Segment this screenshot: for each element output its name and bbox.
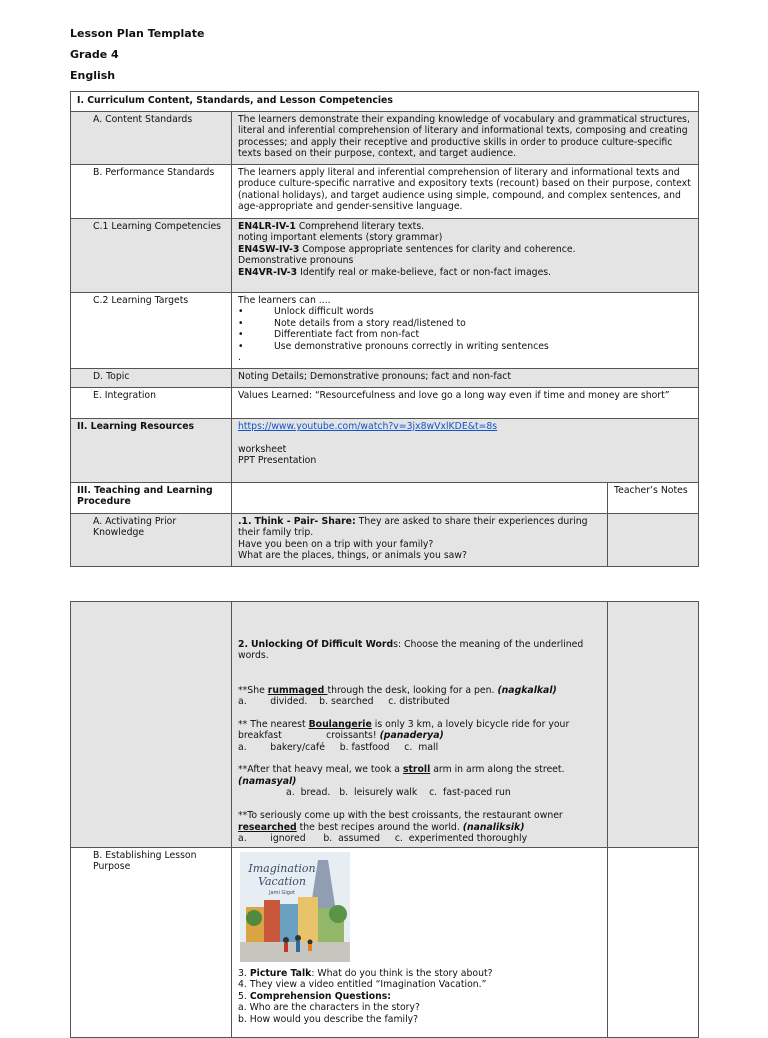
activating-label: A. Activating Prior Knowledge [71,514,232,567]
establishing-purpose-label: B. Establishing Lesson Purpose [71,848,232,1038]
learning-resources-list: https://www.youtube.com/watch?v=3jx8wVxlKDE&t=8s worksheet PPT Presentation [232,419,699,483]
performance-standards-text: The learners apply literal and inferential comprehension of literary and informational texts and produce culture-specific narrative and expository texts (recount) based on their purpose, context (national holidays), and target audience using simple, compound, and complex sentences, and age-appropriate and gender-sensitive language. [232,165,699,219]
content-standards-text: The learners demonstrate their expanding knowledge of vocabulary and grammatical structures, literal and inferential comprehension of literary and informational texts, composing and creating processes; and apply their receptive and productive skills in order to produce culture-specific texts based on their purpose, context, and target audience. [232,112,699,165]
topic-text: Noting Details; Demonstrative pronouns; fact and non-fact [232,369,699,388]
integration-text: Values Learned: “Resourcefulness and love go a long way even if time and money are short” [232,388,699,419]
book-author: Jami Gigot [269,890,295,896]
competencies-list: EN4LR-IV-1 Comprehend literary texts. noting important elements (story grammar) EN4SW-IV-3 Compose appropriate sentences for clarity and coherence. Demonstrative pronouns EN4VR-IV-3 Identify real or make-believe, fact or non-fact images. [232,219,699,293]
establishing-purpose-cell: Imagination Vacation Jami Gigot 3. Picture Talk: What do you think is the story about? 4. They view a video entitled “Imagination Vacation.” 5. Comprehension Questions: a. Who are the characters in the story? b. How would you describe the family? [232,848,608,1038]
document-title: Lesson Plan Template [70,27,205,40]
list-item: • Note details from a story read/listened to [238,318,692,329]
teachers-notes-heading: Teacher’s Notes [608,483,699,514]
lesson-plan-table-1 [70,91,699,567]
competencies-label: C.1 Learning Competencies [71,219,232,293]
learning-targets-label: C.2 Learning Targets [71,293,232,369]
unlocking-words-cell: 2. Unlocking Of Difficult Words: Choose the meaning of the underlined words. **She rummaged through the desk, looking for a pen. (nagkalkal) a. divided. b. searched c. distributed ** The nearest Boulangerie is only 3 km, a lovely bicycle ride for your breakfast croissants! (panaderya) a. bakery/café b. fastfood c. mall **After that heavy meal, we took a stroll arm in arm along the street. (namasyal) a. bread. b. leisurely walk c. fast-paced run **To seriously come up with the best croissants, the restaurant owner researched the best recipes around the world. (nanaliksik) a. ignored b. assumed c. experimented thoroughly [232,602,608,848]
list-item: • Differentiate fact from non-fact [238,329,692,340]
section-1-heading: I. Curriculum Content, Standards, and Lesson Competencies [71,92,699,112]
content-standards-label: A. Content Standards [71,112,232,165]
procedure-heading: III. Teaching and Learning Procedure [71,483,232,514]
list-item: • Use demonstrative pronouns correctly in writing sentences [238,341,692,352]
integration-label: E. Integration [71,388,232,419]
grade-label: Grade 4 [70,48,119,61]
list-item: • Unlock difficult words [238,306,692,317]
book-title-line-1: Imagination [248,862,316,875]
book-cover-image [240,852,350,962]
subject-label: English [70,69,116,82]
learning-targets-list: The learners can .... • Unlock difficult words • Note details from a story read/listened to • Differentiate fact from non-fact • Use demonstrative pronouns correctly in writing sentences . [232,293,699,369]
performance-standards-label: B. Performance Standards [71,165,232,219]
lesson-plan-table-2 [70,601,699,1038]
activating-text: .1. Think - Pair- Share: They are asked to share their experiences during their family trip. Have you been on a trip with your family? What are the places, things, or animals you saw? [232,514,608,567]
video-link[interactable]: https://www.youtube.com/watch?v=3jx8wVxlKDE&t=8s [238,421,498,432]
topic-label: D. Topic [71,369,232,388]
book-cover-illustration [240,852,350,962]
book-title-line-2: Vacation [258,875,306,888]
learning-resources-heading: II. Learning Resources [71,419,232,483]
